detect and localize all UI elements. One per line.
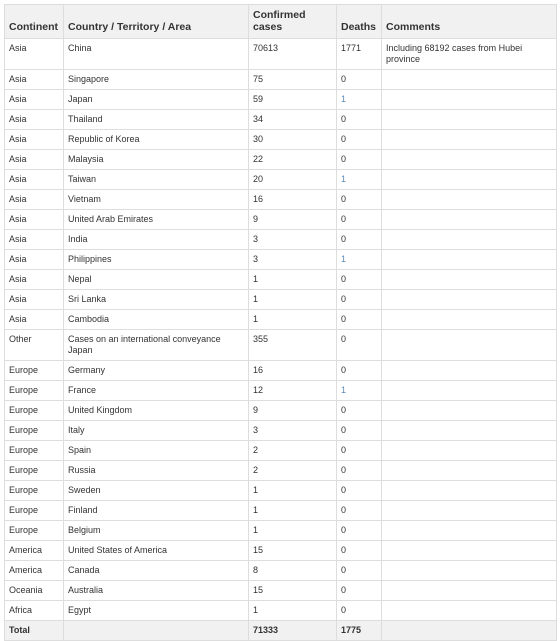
cell-continent: Europe bbox=[5, 361, 64, 381]
cell-deaths: 1 bbox=[337, 381, 382, 401]
table-row bbox=[5, 521, 557, 541]
cell-confirmed-cases: 1 bbox=[249, 481, 337, 501]
cell-confirmed-cases: 1 bbox=[249, 310, 337, 330]
cell-deaths: 0 bbox=[337, 190, 382, 210]
total-deaths: 1775 bbox=[337, 621, 382, 641]
table-footer bbox=[5, 621, 557, 641]
total-comments-empty-cell bbox=[382, 621, 557, 641]
cell-comments bbox=[382, 150, 557, 170]
cell-country: Cases on an international conveyance Japan bbox=[64, 330, 249, 361]
cell-confirmed-cases: 12 bbox=[249, 381, 337, 401]
table-row bbox=[5, 561, 557, 581]
cell-deaths: 0 bbox=[337, 421, 382, 441]
cell-comments bbox=[382, 401, 557, 421]
cell-comments bbox=[382, 461, 557, 481]
cell-confirmed-cases: 3 bbox=[249, 250, 337, 270]
cell-country: Thailand bbox=[64, 110, 249, 130]
header-confirmed-cases: Confirmed cases bbox=[249, 5, 337, 39]
table-row bbox=[5, 250, 557, 270]
table-row bbox=[5, 421, 557, 441]
cell-country: Philippines bbox=[64, 250, 249, 270]
cell-country: France bbox=[64, 381, 249, 401]
cell-continent: Asia bbox=[5, 39, 64, 70]
cell-continent: Europe bbox=[5, 381, 64, 401]
cell-comments bbox=[382, 481, 557, 501]
cell-comments bbox=[382, 441, 557, 461]
table-row bbox=[5, 330, 557, 361]
table-row bbox=[5, 601, 557, 621]
cell-confirmed-cases: 70613 bbox=[249, 39, 337, 70]
cell-continent: Oceania bbox=[5, 581, 64, 601]
cell-confirmed-cases: 16 bbox=[249, 190, 337, 210]
table-row bbox=[5, 310, 557, 330]
cell-continent: Asia bbox=[5, 170, 64, 190]
cell-comments bbox=[382, 190, 557, 210]
cell-confirmed-cases: 1 bbox=[249, 521, 337, 541]
table-row bbox=[5, 481, 557, 501]
cell-confirmed-cases: 1 bbox=[249, 601, 337, 621]
cell-continent: Asia bbox=[5, 70, 64, 90]
cell-comments bbox=[382, 170, 557, 190]
covid-cases-table bbox=[4, 4, 557, 641]
cell-deaths: 0 bbox=[337, 501, 382, 521]
cell-continent: America bbox=[5, 541, 64, 561]
cell-continent: America bbox=[5, 561, 64, 581]
cell-country: Belgium bbox=[64, 521, 249, 541]
table-row bbox=[5, 361, 557, 381]
cell-country: Cambodia bbox=[64, 310, 249, 330]
cell-continent: Asia bbox=[5, 150, 64, 170]
cell-country: Egypt bbox=[64, 601, 249, 621]
cell-continent: Asia bbox=[5, 290, 64, 310]
cell-confirmed-cases: 355 bbox=[249, 330, 337, 361]
cell-country: Finland bbox=[64, 501, 249, 521]
cell-country: Spain bbox=[64, 441, 249, 461]
total-empty-cell bbox=[64, 621, 249, 641]
cell-country: Sri Lanka bbox=[64, 290, 249, 310]
cell-country: China bbox=[64, 39, 249, 70]
table-row bbox=[5, 230, 557, 250]
table-row bbox=[5, 541, 557, 561]
cell-deaths: 1 bbox=[337, 250, 382, 270]
cell-deaths: 0 bbox=[337, 130, 382, 150]
table-row bbox=[5, 39, 557, 70]
header-deaths: Deaths bbox=[337, 5, 382, 39]
cell-confirmed-cases: 15 bbox=[249, 581, 337, 601]
cell-confirmed-cases: 8 bbox=[249, 561, 337, 581]
cell-deaths: 0 bbox=[337, 441, 382, 461]
cell-confirmed-cases: 2 bbox=[249, 461, 337, 481]
header-comments: Comments bbox=[382, 5, 557, 39]
cell-comments bbox=[382, 130, 557, 150]
cell-country: Australia bbox=[64, 581, 249, 601]
cell-continent: Asia bbox=[5, 270, 64, 290]
cell-deaths: 0 bbox=[337, 270, 382, 290]
cell-comments bbox=[382, 421, 557, 441]
table-row bbox=[5, 130, 557, 150]
cell-deaths: 0 bbox=[337, 481, 382, 501]
cell-deaths: 0 bbox=[337, 330, 382, 361]
cell-deaths: 0 bbox=[337, 401, 382, 421]
cell-country: United States of America bbox=[64, 541, 249, 561]
cell-comments bbox=[382, 270, 557, 290]
table-row bbox=[5, 461, 557, 481]
cell-country: Republic of Korea bbox=[64, 130, 249, 150]
cell-deaths: 0 bbox=[337, 150, 382, 170]
cell-comments bbox=[382, 110, 557, 130]
cell-confirmed-cases: 3 bbox=[249, 230, 337, 250]
table-row bbox=[5, 210, 557, 230]
table-row bbox=[5, 270, 557, 290]
cell-comments bbox=[382, 90, 557, 110]
cell-comments bbox=[382, 330, 557, 361]
cell-confirmed-cases: 1 bbox=[249, 290, 337, 310]
cell-confirmed-cases: 34 bbox=[249, 110, 337, 130]
cell-confirmed-cases: 15 bbox=[249, 541, 337, 561]
cell-comments bbox=[382, 230, 557, 250]
cell-continent: Other bbox=[5, 330, 64, 361]
table-row bbox=[5, 90, 557, 110]
cell-country: Japan bbox=[64, 90, 249, 110]
cell-deaths: 0 bbox=[337, 361, 382, 381]
cell-continent: Europe bbox=[5, 401, 64, 421]
cell-confirmed-cases: 3 bbox=[249, 421, 337, 441]
cell-comments bbox=[382, 521, 557, 541]
cell-confirmed-cases: 20 bbox=[249, 170, 337, 190]
cell-confirmed-cases: 1 bbox=[249, 270, 337, 290]
table-body bbox=[5, 39, 557, 621]
cell-continent: Europe bbox=[5, 441, 64, 461]
table-row bbox=[5, 290, 557, 310]
total-cases: 71333 bbox=[249, 621, 337, 641]
cell-continent: Asia bbox=[5, 250, 64, 270]
cell-comments bbox=[382, 210, 557, 230]
header-continent: Continent bbox=[5, 5, 64, 39]
cell-continent: Europe bbox=[5, 461, 64, 481]
cell-continent: Asia bbox=[5, 310, 64, 330]
cell-comments bbox=[382, 501, 557, 521]
cell-continent: Asia bbox=[5, 110, 64, 130]
cell-deaths: 0 bbox=[337, 110, 382, 130]
cell-confirmed-cases: 1 bbox=[249, 501, 337, 521]
cell-comments bbox=[382, 601, 557, 621]
cell-deaths: 1 bbox=[337, 170, 382, 190]
table-row bbox=[5, 581, 557, 601]
cell-continent: Europe bbox=[5, 481, 64, 501]
total-row bbox=[5, 621, 557, 641]
table-row bbox=[5, 401, 557, 421]
header-country: Country / Territory / Area bbox=[64, 5, 249, 39]
cell-confirmed-cases: 75 bbox=[249, 70, 337, 90]
cell-deaths: 0 bbox=[337, 601, 382, 621]
cell-deaths: 1 bbox=[337, 90, 382, 110]
covid-cases-table-container bbox=[4, 4, 556, 641]
cell-comments bbox=[382, 541, 557, 561]
cell-comments bbox=[382, 290, 557, 310]
header-row bbox=[5, 5, 557, 39]
cell-deaths: 1771 bbox=[337, 39, 382, 70]
cell-deaths: 0 bbox=[337, 210, 382, 230]
cell-country: United Arab Emirates bbox=[64, 210, 249, 230]
cell-deaths: 0 bbox=[337, 70, 382, 90]
cell-country: Singapore bbox=[64, 70, 249, 90]
table-row bbox=[5, 170, 557, 190]
cell-deaths: 0 bbox=[337, 581, 382, 601]
cell-country: Sweden bbox=[64, 481, 249, 501]
cell-confirmed-cases: 22 bbox=[249, 150, 337, 170]
cell-country: Malaysia bbox=[64, 150, 249, 170]
total-label: Total bbox=[5, 621, 64, 641]
cell-confirmed-cases: 9 bbox=[249, 401, 337, 421]
cell-comments: Including 68192 cases from Hubei province bbox=[382, 39, 557, 70]
cell-deaths: 0 bbox=[337, 461, 382, 481]
cell-comments bbox=[382, 70, 557, 90]
cell-country: Nepal bbox=[64, 270, 249, 290]
cell-country: Italy bbox=[64, 421, 249, 441]
table-row bbox=[5, 70, 557, 90]
cell-comments bbox=[382, 381, 557, 401]
table-row bbox=[5, 441, 557, 461]
cell-confirmed-cases: 16 bbox=[249, 361, 337, 381]
cell-continent: Asia bbox=[5, 90, 64, 110]
cell-continent: Asia bbox=[5, 210, 64, 230]
cell-comments bbox=[382, 361, 557, 381]
cell-confirmed-cases: 2 bbox=[249, 441, 337, 461]
table-header bbox=[5, 5, 557, 39]
cell-country: Taiwan bbox=[64, 170, 249, 190]
cell-continent: Europe bbox=[5, 421, 64, 441]
cell-deaths: 0 bbox=[337, 521, 382, 541]
cell-country: India bbox=[64, 230, 249, 250]
table-row bbox=[5, 381, 557, 401]
table-row bbox=[5, 501, 557, 521]
table-row bbox=[5, 110, 557, 130]
cell-country: United Kingdom bbox=[64, 401, 249, 421]
cell-comments bbox=[382, 250, 557, 270]
cell-comments bbox=[382, 561, 557, 581]
cell-continent: Asia bbox=[5, 130, 64, 150]
cell-confirmed-cases: 9 bbox=[249, 210, 337, 230]
cell-confirmed-cases: 30 bbox=[249, 130, 337, 150]
cell-country: Russia bbox=[64, 461, 249, 481]
cell-deaths: 0 bbox=[337, 310, 382, 330]
cell-comments bbox=[382, 310, 557, 330]
cell-deaths: 0 bbox=[337, 561, 382, 581]
cell-country: Vietnam bbox=[64, 190, 249, 210]
cell-country: Germany bbox=[64, 361, 249, 381]
cell-continent: Asia bbox=[5, 190, 64, 210]
cell-deaths: 0 bbox=[337, 541, 382, 561]
table-row bbox=[5, 190, 557, 210]
cell-continent: Europe bbox=[5, 501, 64, 521]
cell-continent: Africa bbox=[5, 601, 64, 621]
cell-deaths: 0 bbox=[337, 230, 382, 250]
cell-continent: Asia bbox=[5, 230, 64, 250]
cell-continent: Europe bbox=[5, 521, 64, 541]
table-row bbox=[5, 150, 557, 170]
cell-country: Canada bbox=[64, 561, 249, 581]
cell-deaths: 0 bbox=[337, 290, 382, 310]
cell-comments bbox=[382, 581, 557, 601]
cell-confirmed-cases: 59 bbox=[249, 90, 337, 110]
